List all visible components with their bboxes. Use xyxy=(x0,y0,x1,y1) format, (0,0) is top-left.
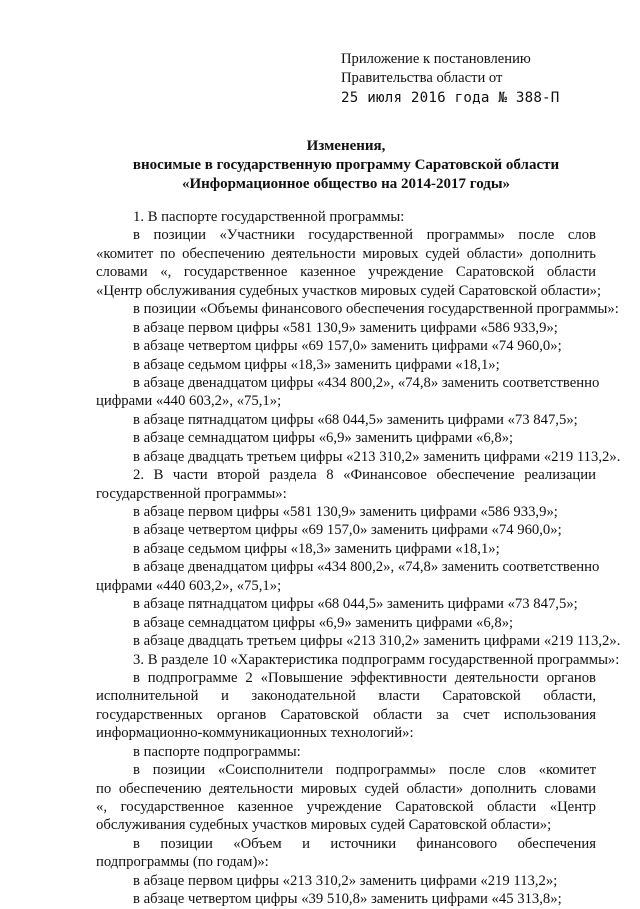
paragraph-line: словами «, государственное казенное учреждение Саратовской области xyxy=(96,264,596,281)
paragraph-line: в абзаце четвертом цифры «69 157,0» заменить цифрами «74 960,0»; xyxy=(133,338,562,355)
paragraph-line: в абзаце первом цифры «581 130,9» заменить цифрами «586 933,9»; xyxy=(133,504,558,520)
paragraph-line: в абзаце двенадцатом цифры «434 800,2», «74,8» заменить соответственно xyxy=(133,374,600,391)
paragraph-line: в абзаце первом цифры «581 130,9» заменить цифрами «586 933,9»; xyxy=(133,319,558,336)
paragraph-line: в абзаце четвертом цифры «69 157,0» заменить цифрами «74 960,0»; xyxy=(133,522,562,539)
paragraph-line: в абзаце двенадцатом цифры «434 800,2», «74,8» заменить соответственно xyxy=(133,559,600,576)
document-body xyxy=(96,208,621,909)
paragraph-line: в позиции «Соисполнители подпрограммы» после слов «комитет xyxy=(133,762,596,779)
paragraph-line: информационно-коммуникационных технологий»: xyxy=(96,725,414,742)
paragraph-line: в паспорте подпрограммы: xyxy=(133,743,301,760)
title-line: вносимые в государственную программу Саратовской области xyxy=(132,157,560,173)
paragraph-line: в абзаце семнадцатом цифры «6,9» заменить цифрами «6,8»; xyxy=(133,614,514,631)
appendix-note xyxy=(341,50,631,108)
paragraph-line: в позиции «Объемы финансового обеспечения государственной программы»: xyxy=(133,301,619,318)
appendix-line: Приложение к постановлению xyxy=(341,51,531,67)
paragraph-line: «комитет по обеспечению деятельности мировых судей области» дополнить xyxy=(96,245,596,262)
appendix-line: Правительства области от xyxy=(341,70,503,86)
paragraph-line: государственной программы»: xyxy=(96,485,287,502)
paragraph-line: в абзаце двадцать третьем цифры «213 310,2» заменить цифрами «219 113,2». xyxy=(133,448,621,465)
title-line: Изменения, xyxy=(306,138,386,154)
paragraph-line: в абзаце седьмом цифры «18,3» заменить цифрами «18,1»; xyxy=(133,540,500,557)
paragraph-line: по обеспечению деятельности мировых судей области» дополнить словами xyxy=(96,780,596,797)
paragraph-line: государственных органов Саратовской области за счет использования xyxy=(96,706,596,723)
paragraph-line: в абзаце четвертом цифры «39 510,8» заменить цифрами «45 313,8»; xyxy=(133,891,562,908)
paragraph-line: «, государственное казенное учреждение Саратовской области «Центр xyxy=(96,799,596,815)
paragraph-line: 1. В паспорте государственной программы: xyxy=(133,209,405,225)
document-title xyxy=(96,137,596,194)
paragraph-line: цифрами «440 603,2», «75,1»; xyxy=(96,393,282,410)
resolution-date-number: 25 июля 2016 года № 388-П xyxy=(341,90,560,106)
paragraph-line: 2. В части второй раздела 8 «Финансовое обеспечение реализации xyxy=(133,467,596,484)
paragraph-line: цифрами «440 603,2», «75,1»; xyxy=(96,577,282,594)
paragraph-line: в абзаце седьмом цифры «18,3» заменить цифрами «18,1»; xyxy=(133,356,500,373)
paragraph-line: в абзаце пятнадцатом цифры «68 044,5» заменить цифрами «73 847,5»; xyxy=(133,596,578,613)
paragraph-line: обслуживания судебных участков мировых судей Саратовской области»; xyxy=(96,817,552,834)
title-line: «Информационное общество на 2014-2017 годы» xyxy=(181,176,511,192)
paragraph-line: в абзаце двадцать третьем цифры «213 310,2» заменить цифрами «219 113,2». xyxy=(133,633,621,650)
paragraph-line: в абзаце пятнадцатом цифры «68 044,5» заменить цифрами «73 847,5»; xyxy=(133,411,578,428)
paragraph-line: в подпрограмме 2 «Повышение эффективности деятельности органов xyxy=(133,669,596,686)
paragraph-line: в позиции «Участники государственной программы» после слов xyxy=(133,227,596,244)
paragraph-line: в абзаце первом цифры «213 310,2» заменить цифрами «219 113,2»; xyxy=(133,872,558,889)
paragraph-line: исполнительной и законодательной власти Саратовской области, xyxy=(96,688,596,705)
paragraph-line: подпрограммы (по годам)»: xyxy=(96,854,269,871)
paragraph-line: в позиции «Объем и источники финансового обеспечения xyxy=(133,835,596,852)
paragraph-line: 3. В разделе 10 «Характеристика подпрограмм государственной программы»: xyxy=(133,651,620,668)
paragraph-line: в абзаце семнадцатом цифры «6,9» заменить цифрами «6,8»; xyxy=(133,430,514,447)
paragraph-line: «Центр обслуживания судебных участков мировых судей Саратовской области»; xyxy=(96,282,602,299)
